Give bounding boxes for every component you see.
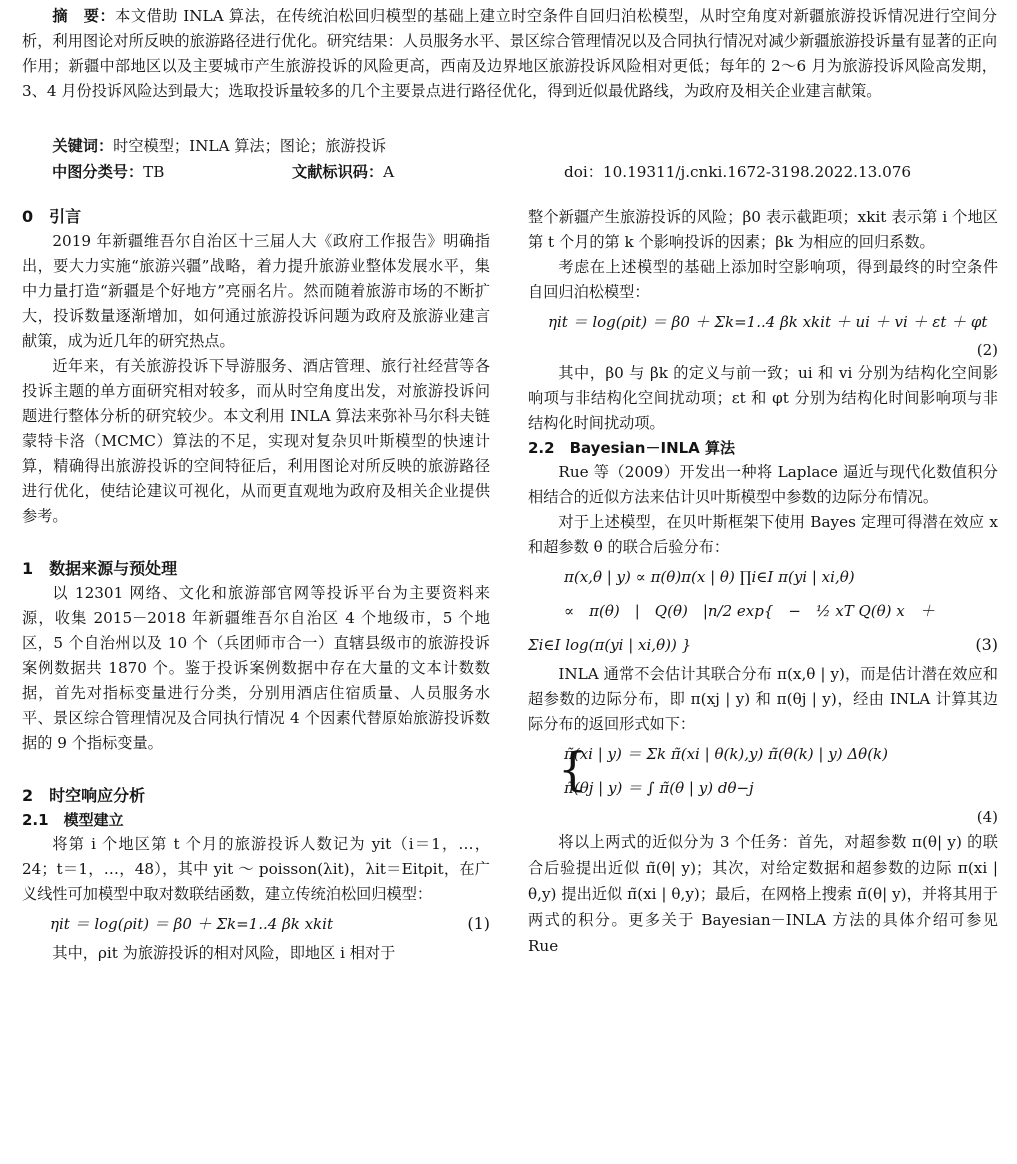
equation-2 [528, 305, 998, 339]
section-1-paragraph: 以 12301 网络、文化和旅游部官网等投诉平台为主要资料来源，收集 2015－2018 年新疆维吾尔自治区 4 个地级市，5 个地区，5 个自治州以及 10 个（兵团师市合一）直辖县级市的旅游投诉案例数据共 1870 个。鉴于投诉案例数据中存在大量的文本计数数据，首先对指标变量进行分类，分别用酒店住宿质量、人员服务水平、景区综合管理情况及合同执行情况 4 个因素代替原始旅游投诉数据的 9 个指标变量。 [22, 584, 490, 752]
abstract-label: 摘 要： [52, 7, 116, 25]
section-2-1-paragraph-1: 将第 i 个地区第 t 个月的旅游投诉人数记为 yit（i＝1，…，24；t＝1，…，48），其中 yit ～ poisson(λit)，λit＝Eitρit，在广义线性可加模型中取对数联结函数，建立传统泊松回归模型： [22, 835, 490, 903]
clc-value: TB [143, 163, 165, 181]
keywords-label: 关键词： [52, 137, 114, 155]
equation-3-number: (3) [975, 635, 998, 654]
right-paragraph-2: 考虑在上述模型的基础上添加时空影响项，得到最终的时空条件自回归泊松模型： [528, 258, 998, 301]
right-paragraph-7: 将以上两式的近似分为 3 个任务：首先，对超参数 π(θ| y) 的联合后验提出近似 π̃(θ| y)；其次，对给定数据和超参数的边际 π(xi | θ,y) 提出近似 π̃(xi | θ,y)；最后，在网格上搜索 π̃(θ| y)，并将其用于两式的积分。更多关于 Bayesian－INLA 方法的具体介绍可参见 Rue [528, 833, 998, 955]
doi: doi：10.19311/j.cnki.1672-3198.2022.13.076 [564, 163, 912, 181]
equation-3-line-b: ∝ π(θ) | Q(θ) |n/2 exp{ − ½ xT Q(θ) x ＋ [564, 602, 935, 620]
equation-1-body: ηit ＝ log(ρit) ＝ β0 ＋ Σk=1..4 βk xkit [50, 915, 333, 933]
right-paragraph-6: INLA 通常不会估计其联合分布 π(x,θ | y)，而是估计潜在效应和超参数的边际分布，即 π(xj | y) 和 π(θj | y)，经由 INLA 计算其边际分布的返回形式如下： [528, 665, 998, 733]
equation-4-brace: { [558, 742, 588, 796]
equation-3-line-c: Σi∈I log(π(yi | xi,θ)) } (3) [528, 628, 998, 662]
right-paragraph-1: 整个新疆产生旅游投诉的风险；β0 表示截距项；xkit 表示第 i 个地区第 t 个月的第 k 个影响投诉的因素；βk 为相应的回归系数。 [528, 208, 998, 251]
doc-label: 文献标识码： [292, 163, 384, 181]
equation-4-line-b: π̃(θj | y) ＝ ∫ π̃(θ | y) dθ−j [564, 779, 754, 797]
section-0-paragraph-1: 2019 年新疆维吾尔自治区十三届人大《政府工作报告》明确指出，要大力实施“旅游兴疆”战略，着力提升旅游业整体发展水平，集中力量打造“新疆是个好地方”亮丽名片。然而随着旅游市场的不断扩大，投诉数量逐渐增加，如何通过旅游投诉问题为政府及旅游业建言献策，成为近几年的研究热点。 [22, 232, 490, 350]
keywords-text: 时空模型；INLA 算法；图论；旅游投诉 [113, 137, 387, 155]
classification-line [22, 160, 997, 185]
keywords [22, 134, 997, 159]
section-0-paragraph-2: 近年来，有关旅游投诉下导游服务、酒店管理、旅行社经营等各投诉主题的单方面研究相对较多，而从时空角度出发，对旅游投诉问题进行整体分析的研究较少。本文利用 INLA 算法来弥补马尔科夫链蒙特卡洛（MCMC）算法的不足，实现对复杂贝叶斯模型的快速计算，精确得出旅游投诉的空间特征后，利用图论对所反映的旅游路径进行优化，使结论建议可视化，从而更直观地为政府及相关企业提供参考。 [22, 357, 490, 525]
abstract-text: 本文借助 INLA 算法，在传统泊松回归模型的基础上建立时空条件自回归泊松模型，从时空角度对新疆旅游投诉情况进行空间分析，利用图论对所反映的旅游路径进行优化。研究结果：人员服务水平、景区综合管理情况以及合同执行情况对减少新疆旅游投诉量有显著的正向作用；新疆中部地区以及主要城市产生旅游投诉的风险更高，西南及边界地区旅游投诉风险相对更低；每年的 2～6 月为旅游投诉风险高发期，3、4 月份投诉风险达到最大；选取投诉量较多的几个主要景点进行路径优化，得到近似最优路线，为政府及相关企业建言献策。 [22, 7, 998, 100]
section-2-title: 2 时空响应分析 [22, 786, 146, 805]
doc-value: A [383, 163, 395, 181]
left-column [22, 205, 490, 966]
equation-3-line-a: π(x,θ | y) ∝ π(θ)π(x | θ) ∏i∈I π(yi | xi,θ) [564, 568, 855, 586]
right-paragraph-4: Rue 等（2009）开发出一种将 Laplace 逼近与现代化数值积分相结合的近似方法来估计贝叶斯模型中参数的边际分布情况。 [528, 463, 998, 506]
section-2-1-paragraph-2: 其中，ρit 为旅游投诉的相对风险，即地区 i 相对于 [52, 944, 396, 962]
clc-label: 中图分类号： [52, 163, 144, 181]
equation-1-number: (1) [467, 914, 490, 933]
abstract [22, 4, 997, 104]
right-paragraph-5: 对于上述模型，在贝叶斯框架下使用 Bayes 定理可得潜在效应 x 和超参数 θ 的联合后验分布： [528, 513, 998, 556]
equation-4-line-a: π̃(xi | y) ＝ Σk π̃(xi | θ(k),y) π̃(θ(k) | y) Δθ(k) [564, 745, 889, 763]
equation-2-number: (2) [976, 341, 998, 359]
equation-4 [528, 737, 998, 805]
equation-1 [22, 907, 490, 941]
equation-4-number: (4) [976, 808, 998, 826]
section-1-title: 1 数据来源与预处理 [22, 559, 178, 578]
equation-2-body: ηit ＝ log(ρit) ＝ β0 ＋ Σk=1..4 βk xkit ＋ ui ＋ vi ＋ εt ＋ φt [548, 313, 988, 331]
section-0-title: 0 引言 [22, 207, 82, 226]
section-2-2-title: 2.2 Bayesian－INLA 算法 [528, 439, 736, 457]
section-2-1-title: 2.1 模型建立 [22, 811, 124, 829]
right-column [528, 205, 998, 959]
right-paragraph-3: 其中，β0 与 βk 的定义与前一致；ui 和 vi 分别为结构化空间影响项与非结构化空间扰动项；εt 和 φt 分别为结构化时间影响项与非结构化时间扰动项。 [528, 364, 998, 432]
